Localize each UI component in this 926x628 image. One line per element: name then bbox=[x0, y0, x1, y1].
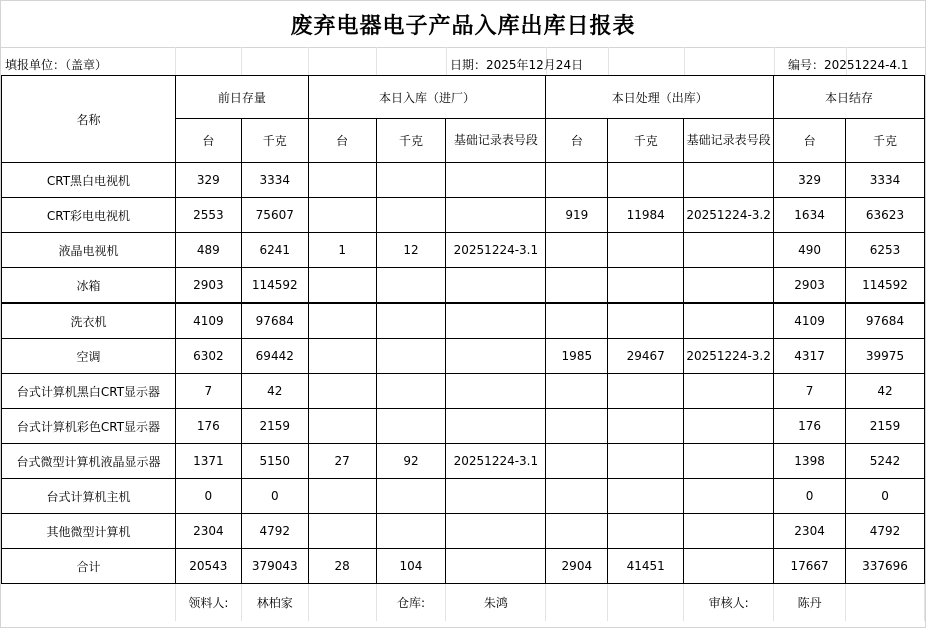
in-kg-cell bbox=[376, 339, 446, 374]
table-row bbox=[2, 339, 925, 374]
header-unit-count: 台 bbox=[774, 119, 846, 163]
out-record-no-cell bbox=[684, 549, 774, 584]
end-kg-cell: 114592 bbox=[846, 268, 925, 304]
in-count-cell: 27 bbox=[308, 444, 376, 479]
prev-kg-cell: 4792 bbox=[241, 514, 308, 549]
reviewer-name: 陈丹 bbox=[774, 584, 846, 622]
out-record-no-cell bbox=[684, 514, 774, 549]
out-count-cell: 919 bbox=[546, 198, 608, 233]
end-count-cell: 4109 bbox=[774, 303, 846, 339]
table-row bbox=[2, 233, 925, 268]
in-count-cell bbox=[308, 374, 376, 409]
in-count-cell bbox=[308, 163, 376, 198]
prev-kg-cell: 2159 bbox=[241, 409, 308, 444]
in-record-no-cell bbox=[446, 549, 546, 584]
end-count-cell: 7 bbox=[774, 374, 846, 409]
in-kg-cell: 12 bbox=[376, 233, 446, 268]
end-count-cell: 0 bbox=[774, 479, 846, 514]
prev-count-cell: 7 bbox=[175, 374, 241, 409]
warehouse-name: 朱鸿 bbox=[446, 584, 546, 622]
prev-count-cell: 329 bbox=[175, 163, 241, 198]
out-record-no-cell bbox=[684, 374, 774, 409]
out-record-no-cell: 20251224-3.2 bbox=[684, 339, 774, 374]
out-record-no-cell bbox=[684, 303, 774, 339]
out-count-cell bbox=[546, 233, 608, 268]
in-kg-cell bbox=[376, 479, 446, 514]
end-count-cell: 2903 bbox=[774, 268, 846, 304]
out-count-cell bbox=[546, 268, 608, 304]
end-count-cell: 490 bbox=[774, 233, 846, 268]
in-kg-cell: 92 bbox=[376, 444, 446, 479]
out-count-cell bbox=[546, 303, 608, 339]
in-record-no-cell: 20251224-3.1 bbox=[446, 233, 546, 268]
product-name-cell: 液晶电视机 bbox=[2, 233, 176, 268]
in-record-no-cell bbox=[446, 339, 546, 374]
in-record-no-cell bbox=[446, 374, 546, 409]
end-kg-cell: 2159 bbox=[846, 409, 925, 444]
end-count-cell: 4317 bbox=[774, 339, 846, 374]
reporting-unit-label: 填报单位：（盖章） bbox=[5, 58, 108, 72]
product-name-cell: 台式微型计算机液晶显示器 bbox=[2, 444, 176, 479]
out-count-cell bbox=[546, 374, 608, 409]
end-kg-cell: 6253 bbox=[846, 233, 925, 268]
end-count-cell: 1634 bbox=[774, 198, 846, 233]
out-kg-cell bbox=[608, 303, 684, 339]
prev-kg-cell: 114592 bbox=[241, 268, 308, 304]
report-number: 编号：20251224-4.1 bbox=[788, 58, 909, 72]
signature-row bbox=[2, 584, 925, 622]
end-kg-cell: 0 bbox=[846, 479, 925, 514]
out-kg-cell: 29467 bbox=[608, 339, 684, 374]
prev-kg-cell: 97684 bbox=[241, 303, 308, 339]
out-record-no-cell bbox=[684, 233, 774, 268]
out-kg-cell bbox=[608, 163, 684, 198]
out-count-cell bbox=[546, 409, 608, 444]
in-record-no-cell bbox=[446, 514, 546, 549]
prev-kg-cell: 379043 bbox=[241, 549, 308, 584]
report-title: 废弃电器电子产品入库出库日报表 bbox=[1, 1, 925, 48]
out-record-no-cell bbox=[684, 444, 774, 479]
header-unit-kg: 千克 bbox=[376, 119, 446, 163]
in-record-no-cell bbox=[446, 198, 546, 233]
table-row bbox=[2, 479, 925, 514]
product-name-cell: 冰箱 bbox=[2, 268, 176, 304]
out-record-no-cell: 20251224-3.2 bbox=[684, 198, 774, 233]
prev-kg-cell: 0 bbox=[241, 479, 308, 514]
end-kg-cell: 4792 bbox=[846, 514, 925, 549]
product-name-cell: 洗衣机 bbox=[2, 303, 176, 339]
out-count-cell: 1985 bbox=[546, 339, 608, 374]
total-row bbox=[2, 549, 925, 584]
out-count-cell bbox=[546, 444, 608, 479]
product-name-cell: 其他微型计算机 bbox=[2, 514, 176, 549]
reviewer-label: 审核人: bbox=[684, 584, 774, 622]
header-unit-kg: 千克 bbox=[241, 119, 308, 163]
table-row bbox=[2, 303, 925, 339]
out-kg-cell bbox=[608, 268, 684, 304]
end-kg-cell: 97684 bbox=[846, 303, 925, 339]
end-count-cell: 1398 bbox=[774, 444, 846, 479]
product-name-cell: 台式计算机主机 bbox=[2, 479, 176, 514]
end-kg-cell: 42 bbox=[846, 374, 925, 409]
info-row bbox=[1, 47, 925, 75]
header-unit-count: 台 bbox=[546, 119, 608, 163]
out-kg-cell: 11984 bbox=[608, 198, 684, 233]
in-count-cell bbox=[308, 198, 376, 233]
product-name-cell: 空调 bbox=[2, 339, 176, 374]
product-name-cell: 台式计算机彩色CRT显示器 bbox=[2, 409, 176, 444]
product-name-cell: CRT彩电电视机 bbox=[2, 198, 176, 233]
table-row bbox=[2, 409, 925, 444]
receiver-name: 林柏家 bbox=[241, 584, 308, 622]
empty-cell bbox=[308, 584, 376, 622]
out-record-no-cell bbox=[684, 268, 774, 304]
header-end-stock: 本日结存 bbox=[774, 76, 925, 119]
end-kg-cell: 63623 bbox=[846, 198, 925, 233]
end-kg-cell: 5242 bbox=[846, 444, 925, 479]
in-record-no-cell bbox=[446, 268, 546, 304]
out-kg-cell bbox=[608, 233, 684, 268]
in-count-cell bbox=[308, 514, 376, 549]
prev-kg-cell: 5150 bbox=[241, 444, 308, 479]
end-kg-cell: 337696 bbox=[846, 549, 925, 584]
table-row bbox=[2, 514, 925, 549]
prev-count-cell: 489 bbox=[175, 233, 241, 268]
prev-count-cell: 2304 bbox=[175, 514, 241, 549]
end-kg-cell: 3334 bbox=[846, 163, 925, 198]
prev-kg-cell: 75607 bbox=[241, 198, 308, 233]
prev-count-cell: 20543 bbox=[175, 549, 241, 584]
header-prev-stock: 前日存量 bbox=[175, 76, 308, 119]
table-row bbox=[2, 444, 925, 479]
out-kg-cell bbox=[608, 479, 684, 514]
empty-cell bbox=[608, 584, 684, 622]
prev-kg-cell: 6241 bbox=[241, 233, 308, 268]
out-kg-cell bbox=[608, 444, 684, 479]
prev-count-cell: 0 bbox=[175, 479, 241, 514]
report-date: 日期：2025年12月24日 bbox=[450, 58, 584, 72]
in-kg-cell bbox=[376, 163, 446, 198]
header-in-today: 本日入库（进厂） bbox=[308, 76, 546, 119]
end-count-cell: 329 bbox=[774, 163, 846, 198]
in-count-cell bbox=[308, 409, 376, 444]
out-record-no-cell bbox=[684, 409, 774, 444]
end-count-cell: 176 bbox=[774, 409, 846, 444]
header-record-no: 基础记录表号段 bbox=[684, 119, 774, 163]
prev-count-cell: 4109 bbox=[175, 303, 241, 339]
header-record-no: 基础记录表号段 bbox=[446, 119, 546, 163]
in-count-cell bbox=[308, 303, 376, 339]
out-count-cell: 2904 bbox=[546, 549, 608, 584]
table-row bbox=[2, 163, 925, 198]
in-kg-cell bbox=[376, 303, 446, 339]
out-kg-cell bbox=[608, 409, 684, 444]
out-record-no-cell bbox=[684, 163, 774, 198]
in-kg-cell bbox=[376, 514, 446, 549]
table-row bbox=[2, 374, 925, 409]
out-kg-cell bbox=[608, 514, 684, 549]
out-count-cell bbox=[546, 163, 608, 198]
header-unit-kg: 千克 bbox=[608, 119, 684, 163]
table-row bbox=[2, 198, 925, 233]
prev-count-cell: 2903 bbox=[175, 268, 241, 304]
prev-count-cell: 1371 bbox=[175, 444, 241, 479]
prev-count-cell: 176 bbox=[175, 409, 241, 444]
prev-count-cell: 2553 bbox=[175, 198, 241, 233]
out-kg-cell: 41451 bbox=[608, 549, 684, 584]
out-record-no-cell bbox=[684, 479, 774, 514]
end-count-cell: 2304 bbox=[774, 514, 846, 549]
in-record-no-cell bbox=[446, 409, 546, 444]
product-name-cell: CRT黑白电视机 bbox=[2, 163, 176, 198]
header-unit-kg: 千克 bbox=[846, 119, 925, 163]
in-record-no-cell bbox=[446, 163, 546, 198]
header-row-1 bbox=[2, 76, 925, 119]
in-record-no-cell: 20251224-3.1 bbox=[446, 444, 546, 479]
product-name-cell: 台式计算机黑白CRT显示器 bbox=[2, 374, 176, 409]
empty-cell bbox=[846, 584, 925, 622]
prev-count-cell: 6302 bbox=[175, 339, 241, 374]
product-name-cell: 合计 bbox=[2, 549, 176, 584]
in-count-cell: 1 bbox=[308, 233, 376, 268]
in-kg-cell bbox=[376, 198, 446, 233]
in-record-no-cell bbox=[446, 303, 546, 339]
header-name: 名称 bbox=[2, 76, 176, 163]
end-kg-cell: 39975 bbox=[846, 339, 925, 374]
table-row bbox=[2, 268, 925, 304]
header-out-today: 本日处理（出库） bbox=[546, 76, 774, 119]
empty-cell bbox=[546, 584, 608, 622]
prev-kg-cell: 3334 bbox=[241, 163, 308, 198]
header-unit-count: 台 bbox=[308, 119, 376, 163]
in-record-no-cell bbox=[446, 479, 546, 514]
warehouse-label: 仓库: bbox=[376, 584, 446, 622]
in-count-cell bbox=[308, 479, 376, 514]
in-count-cell bbox=[308, 339, 376, 374]
in-count-cell bbox=[308, 268, 376, 304]
receiver-label: 领料人: bbox=[175, 584, 241, 622]
in-count-cell: 28 bbox=[308, 549, 376, 584]
header-unit-count: 台 bbox=[175, 119, 241, 163]
prev-kg-cell: 42 bbox=[241, 374, 308, 409]
in-kg-cell bbox=[376, 409, 446, 444]
in-kg-cell bbox=[376, 268, 446, 304]
empty-cell bbox=[2, 584, 176, 622]
out-count-cell bbox=[546, 514, 608, 549]
in-kg-cell bbox=[376, 374, 446, 409]
prev-kg-cell: 69442 bbox=[241, 339, 308, 374]
out-kg-cell bbox=[608, 374, 684, 409]
out-count-cell bbox=[546, 479, 608, 514]
end-count-cell: 17667 bbox=[774, 549, 846, 584]
report-table bbox=[1, 75, 925, 621]
in-kg-cell: 104 bbox=[376, 549, 446, 584]
